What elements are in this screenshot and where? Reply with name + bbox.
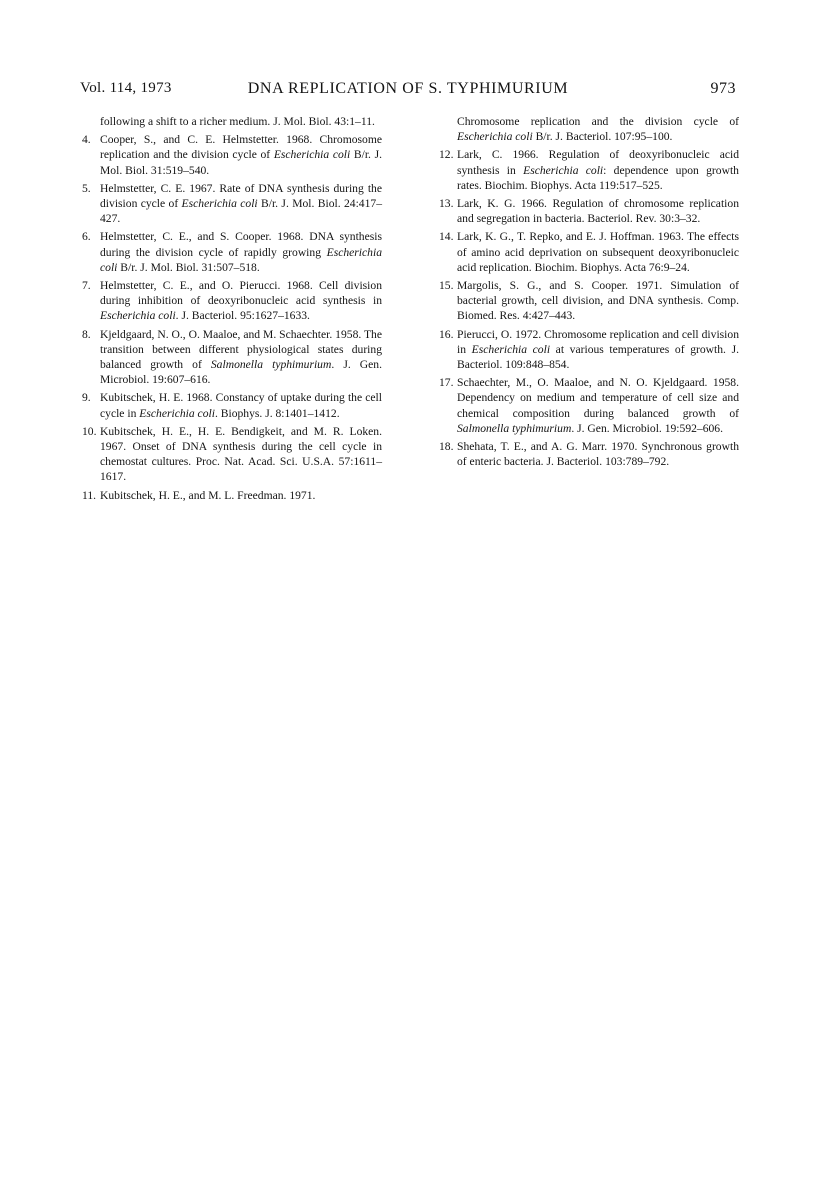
reference-entry xyxy=(82,132,382,178)
reference-number: 5. xyxy=(82,181,91,195)
reference-italic-text: Escherichia coli xyxy=(471,342,551,356)
reference-text-segment: Margolis, S. G., and S. Cooper. 1971. Simulation of bacterial growth, cell division, and DNA synthesis. Comp. Biomed. Res. 4:427–443. xyxy=(457,279,739,323)
reference-italic-text: Salmonella typhimurium xyxy=(210,358,332,372)
reference-number: 9. xyxy=(82,391,91,405)
reference-text-segment: : dependence upon growth rates. Biochim. Biophys. Acta 119:517–525. xyxy=(457,163,739,192)
reference-number: 14. xyxy=(439,230,454,244)
reference-italic-text: Salmonella typhimurium xyxy=(457,421,572,435)
reference-text-segment: . J. Gen. Microbiol. 19:607–616. xyxy=(100,358,382,387)
reference-text-segment: Helmstetter, C. E. 1967. Rate of DNA synthesis during the division cycle of xyxy=(100,181,382,211)
reference-number: 17. xyxy=(439,376,454,390)
reference-text xyxy=(100,489,315,502)
reference-text-segment: Pierucci, O. 1972. Chromosome replication and cell division in xyxy=(457,327,739,356)
reference-number: 8. xyxy=(82,327,91,341)
reference-text xyxy=(100,230,382,273)
reference-text xyxy=(457,328,739,371)
reference-text-segment: Chromosome replication and the division cycle of xyxy=(457,115,739,128)
reference-text-segment: . Biophys. J. 8:1401–1412. xyxy=(214,406,340,420)
reference-number: 13. xyxy=(439,197,454,211)
reference-text xyxy=(457,279,739,322)
reference-text-segment: Lark, C. 1966. Regulation of deoxyribonucleic acid synthesis in xyxy=(457,148,739,177)
reference-entry xyxy=(439,114,739,144)
reference-text-segment: Lark, K. G., T. Repko, and E. J. Hoffman. 1963. The effects of amino acid deprivation on subsequent deoxyribonucleic acid replication. Biochim. Biophys. Acta 76:9–24. xyxy=(457,230,739,274)
reference-italic-text: Escherichia coli xyxy=(523,163,604,177)
reference-number: 11. xyxy=(82,488,97,502)
reference-number: 7. xyxy=(82,279,91,293)
reference-text-segment: B/r. J. Mol. Biol. 31:519–540. xyxy=(100,148,382,177)
reference-entry xyxy=(439,278,739,324)
reference-entry xyxy=(82,327,382,388)
reference-text-segment: Helmstetter, C. E., and S. Cooper. 1968. DNA synthesis during the division cycle of rapidly growing xyxy=(100,230,382,259)
reference-entry xyxy=(439,147,739,193)
reference-text-segment: Shehata, T. E., and A. G. Marr. 1970. Synchronous growth of enteric bacteria. J. Bacteriol. 103:789–792. xyxy=(457,440,739,469)
references-left-column xyxy=(82,114,382,506)
reference-text-segment: . J. Bacteriol. 95:1627–1633. xyxy=(175,309,310,323)
reference-text xyxy=(100,328,382,387)
reference-number: 6. xyxy=(82,230,91,244)
reference-text-segment: B/r. J. Mol. Biol. 24:417–427. xyxy=(100,197,382,226)
reference-entry xyxy=(82,181,382,227)
reference-entry xyxy=(82,424,382,485)
reference-number: 12. xyxy=(439,148,454,162)
reference-number: 10. xyxy=(82,424,97,438)
page-number: 973 xyxy=(710,80,736,97)
reference-italic-text: Escherichia coli xyxy=(181,197,258,211)
volume-info: Vol. 114, 1973 xyxy=(80,80,172,96)
running-title: DNA REPLICATION OF S. TYPHIMURIUM xyxy=(247,80,569,97)
reference-italic-text: Escherichia coli xyxy=(273,148,351,162)
reference-text-segment: Kubitschek, H. E. 1968. Constancy of uptake during the cell cycle in xyxy=(100,391,382,420)
reference-text-segment: Cooper, S., and C. E. Helmstetter. 1968. Chromosome replication and the division cycle of xyxy=(100,133,382,162)
running-header xyxy=(80,80,736,102)
reference-text-segment: Schaechter, M., O. Maaloe, and N. O. Kjeldgaard. 1958. Dependency on medium and temperature of cell size and chemical composition during balanced growth of xyxy=(457,376,739,420)
reference-text-segment: Lark, K. G. 1966. Regulation of chromosome replication and segregation in bacteria. Bacteriol. Rev. 30:3–32. xyxy=(457,197,739,226)
references-right-column xyxy=(439,114,739,472)
reference-text-segment: B/r. J. Mol. Biol. 31:507–518. xyxy=(117,260,260,274)
reference-text-segment: Kubitschek, H. E., H. E. Bendigkeit, and M. R. Loken. 1967. Onset of DNA synthesis during the cell cycle in chemostat cultures. Proc. Nat. Acad. Sci. U.S.A. 57:1611–1617. xyxy=(100,424,382,484)
reference-entry xyxy=(82,278,382,324)
reference-text xyxy=(457,376,739,435)
reference-italic-text: Escherichia coli xyxy=(100,309,176,323)
reference-number: 4. xyxy=(82,133,91,147)
reference-text-segment: . J. Gen. Microbiol. 19:592–606. xyxy=(571,421,724,435)
reference-entry xyxy=(82,390,382,420)
reference-text xyxy=(457,148,739,191)
reference-text xyxy=(100,133,382,176)
reference-entry xyxy=(439,375,739,436)
reference-text xyxy=(457,197,739,225)
reference-italic-text: Escherichia coli xyxy=(139,406,215,420)
reference-italic-text: Escherichia coli xyxy=(457,130,533,144)
reference-number: 18. xyxy=(439,440,454,454)
reference-text-segment: B/r. J. Bacteriol. 107:95–100. xyxy=(532,130,673,144)
reference-entry xyxy=(439,327,739,373)
reference-italic-text: Escherichia coli xyxy=(100,245,382,274)
reference-entry xyxy=(82,229,382,275)
reference-text-segment: following a shift to a richer medium. J. Mol. Biol. 43:1–11. xyxy=(100,115,375,128)
reference-entry xyxy=(439,196,739,226)
reference-text xyxy=(100,279,382,322)
reference-entry xyxy=(82,114,382,129)
reference-number: 15. xyxy=(439,279,454,293)
reference-text xyxy=(457,440,739,468)
reference-text xyxy=(457,115,739,143)
reference-text xyxy=(457,230,739,273)
reference-text-segment: at various temperatures of growth. J. Bacteriol. 109:848–854. xyxy=(457,342,739,372)
reference-text-segment: Kjeldgaard, N. O., O. Maaloe, and M. Schaechter. 1958. The transition between different physiological states during balanced growth of xyxy=(100,327,382,372)
reference-text xyxy=(100,115,375,128)
reference-entry xyxy=(439,439,739,469)
reference-text-segment: Helmstetter, C. E., and O. Pierucci. 1968. Cell division during inhibition of deoxyribonucleic acid synthesis in xyxy=(100,279,382,308)
reference-text-segment: Kubitschek, H. E., and M. L. Freedman. 1971. xyxy=(100,488,316,502)
reference-text xyxy=(100,425,382,484)
reference-number: 16. xyxy=(439,327,454,341)
reference-text xyxy=(100,182,382,225)
reference-entry xyxy=(439,229,739,275)
reference-text xyxy=(100,391,382,419)
reference-entry xyxy=(82,488,382,503)
